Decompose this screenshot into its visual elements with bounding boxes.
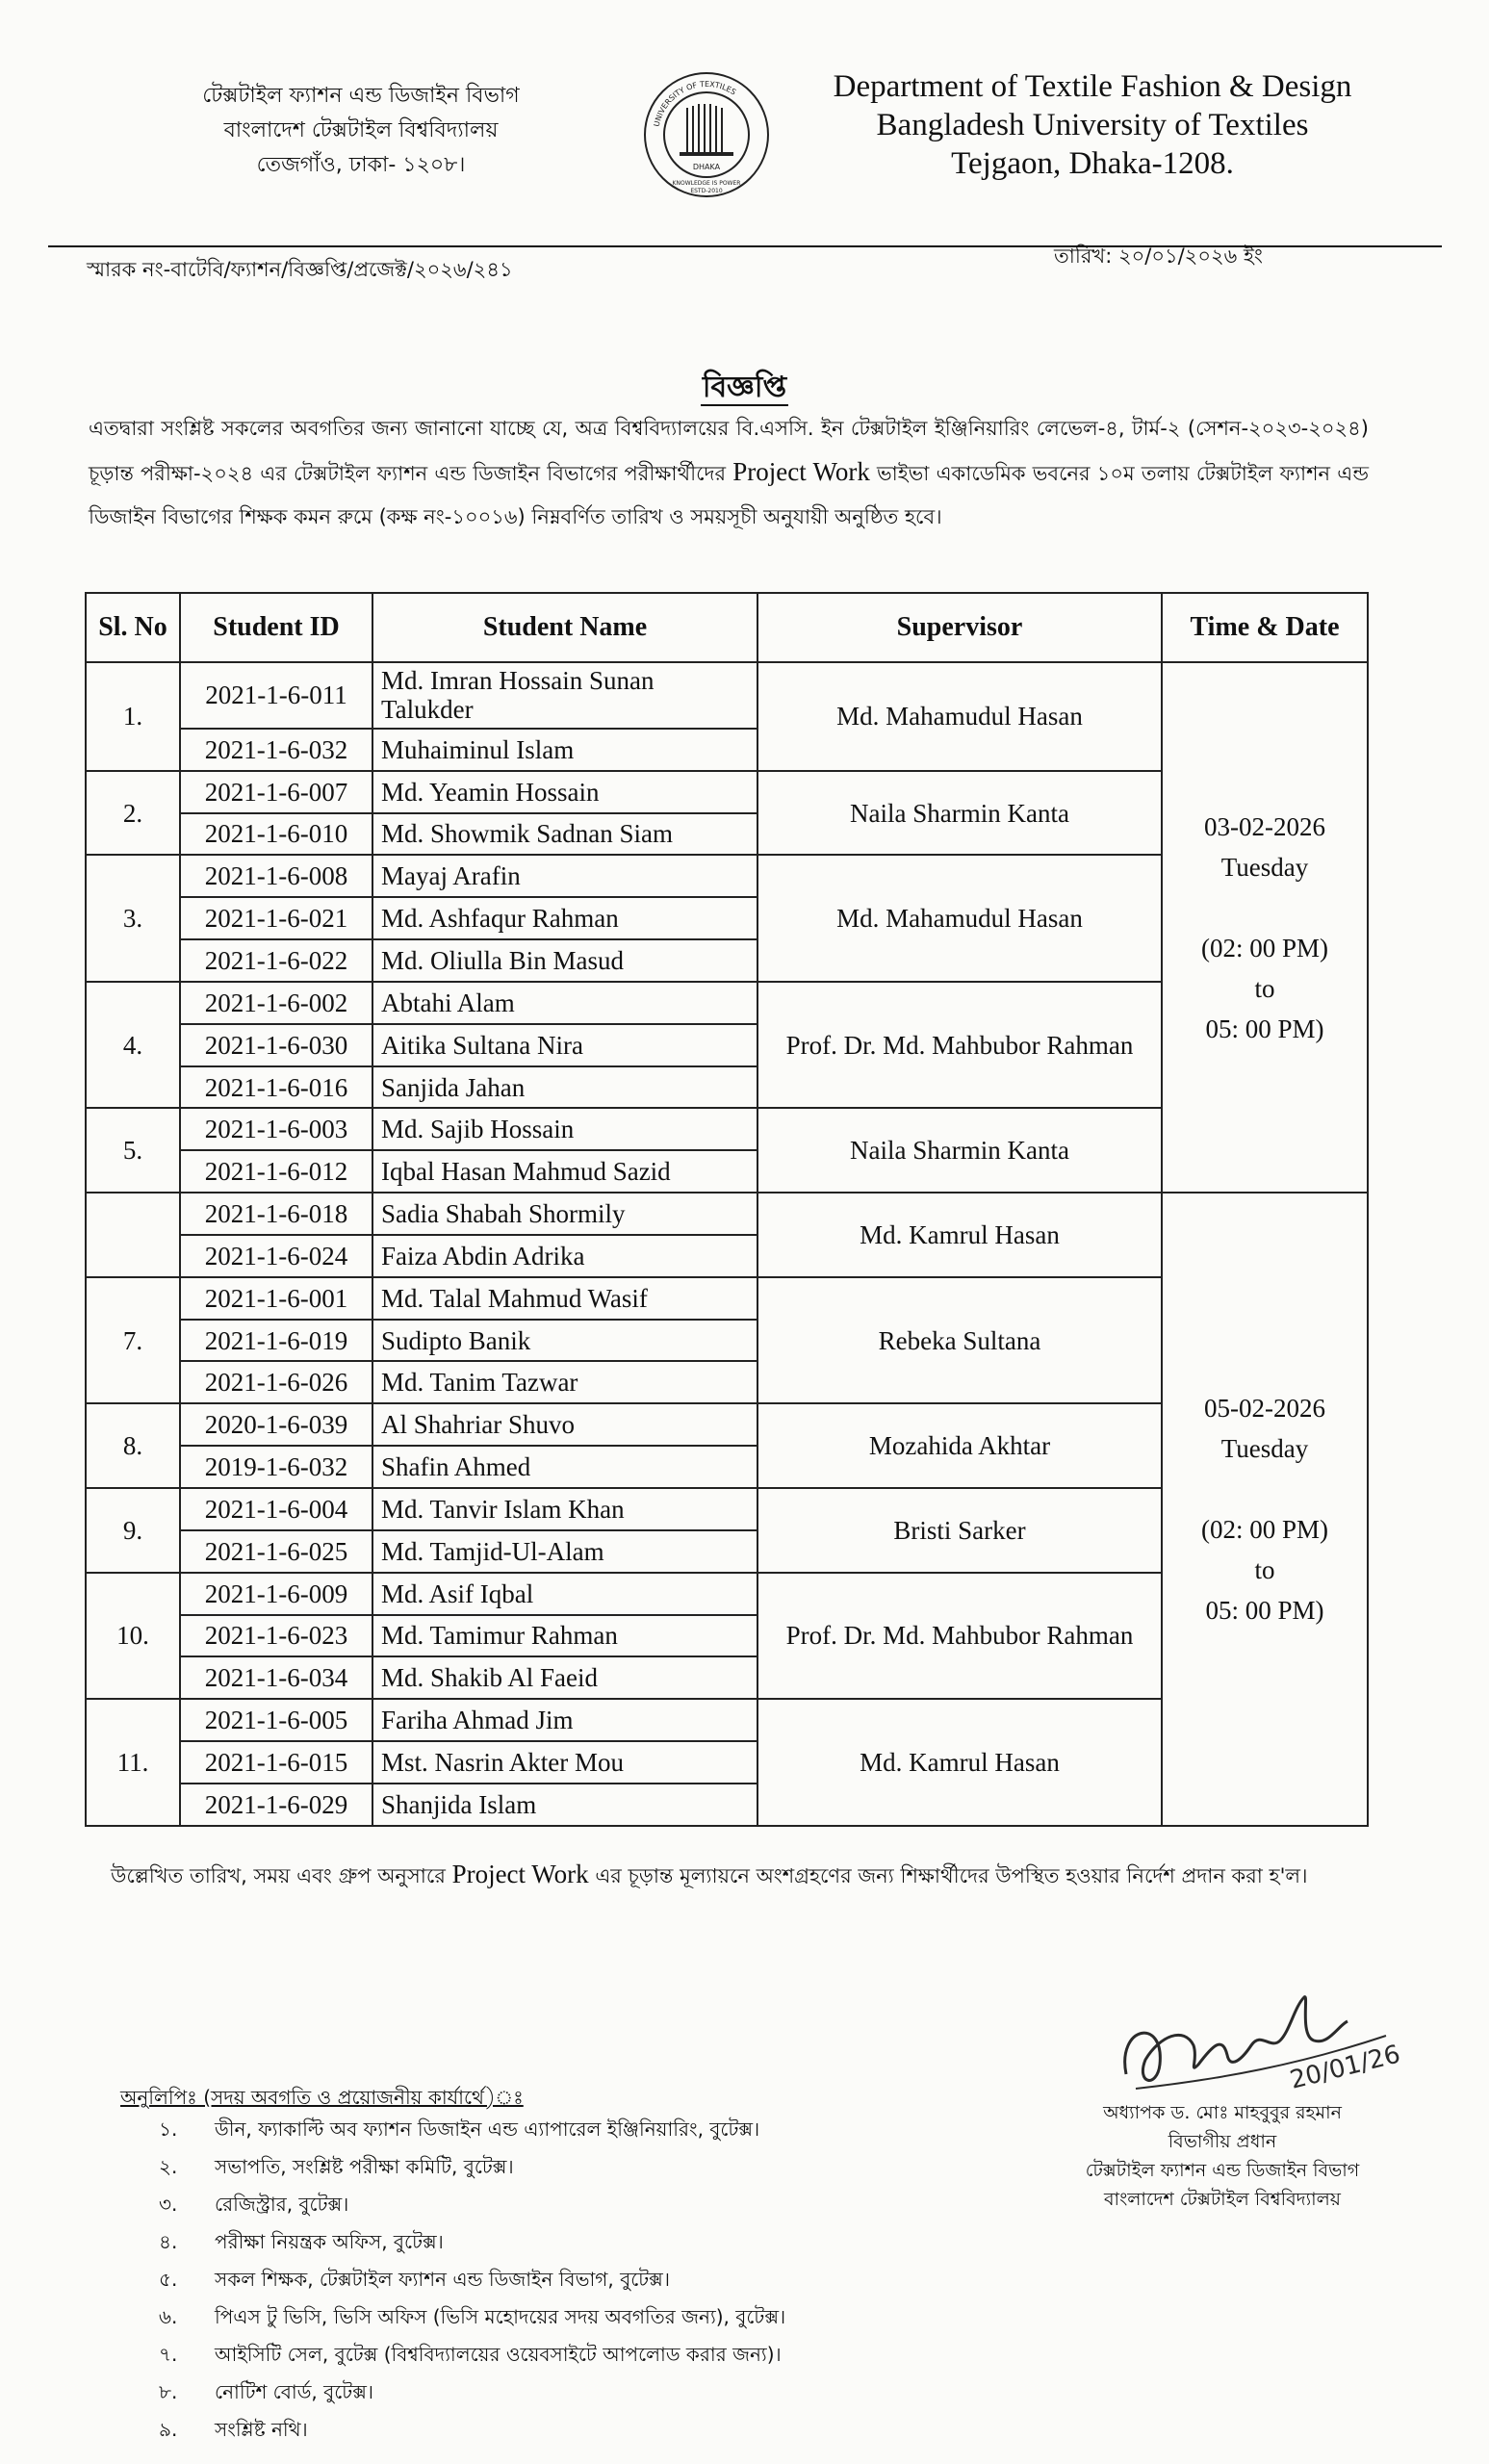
session-start: (02: 00 PM) — [1200, 933, 1328, 962]
student-id-cell: 2021-1-6-016 — [180, 1066, 372, 1109]
signatory-name: অধ্যাপক ড. মোঃ মাহবুবুর রহমান — [1103, 2102, 1342, 2123]
header-bangla — [144, 79, 578, 183]
copies-heading: অনুলিপিঃ (সদয় অবগতি ও প্রয়োজনীয় কার্যার্থে)ঃ — [120, 2086, 524, 2109]
notice-title — [0, 364, 1489, 413]
session-date: 03-02-2026 — [1204, 811, 1325, 841]
notice-intro — [89, 407, 1369, 539]
student-name-cell: Md. Tanvir Islam Khan — [372, 1488, 757, 1530]
student-id-cell: 2021-1-6-023 — [180, 1615, 372, 1657]
header-sl: Sl. No — [86, 593, 180, 662]
copy-item-number: ১. — [159, 2118, 178, 2141]
header-student-id: Student ID — [180, 593, 372, 662]
student-name-cell: Md. Oliulla Bin Masud — [372, 939, 757, 982]
dept-name-en: Department of Textile Fashion & Design — [833, 69, 1352, 104]
copy-item-text: সংশ্লিষ্ট নথি। — [215, 2418, 308, 2441]
copy-item-text: নোটিশ বোর্ড, বুটেক্স। — [215, 2380, 374, 2403]
student-id-cell: 2021-1-6-015 — [180, 1741, 372, 1784]
signature — [1107, 1968, 1405, 2113]
student-id-cell: 2021-1-6-024 — [180, 1235, 372, 1277]
supervisor-cell: Md. Mahamudul Hasan — [757, 662, 1162, 771]
sl-no-cell: 7. — [86, 1277, 180, 1404]
student-name-cell: Mst. Nasrin Akter Mou — [372, 1741, 757, 1784]
student-name-cell: Md. Imran Hossain Sunan Talukder — [372, 662, 757, 729]
copy-item-number: ৬. — [159, 2305, 178, 2328]
copies-list — [159, 2116, 785, 2453]
copy-item-number: ৭. — [159, 2343, 178, 2366]
footnote-text-2: এর চূড়ান্ত মূল্যায়নে অংশগ্রহণের জন্য শিক্ষার্থীদের উপস্থিত হওয়ার নির্দেশ প্রদান করা হ'ল। — [595, 1864, 1308, 1887]
copy-item-number: ৯. — [159, 2418, 178, 2441]
header-student-name: Student Name — [372, 593, 757, 662]
notice-title-text: বিজ্ঞপ্তি — [702, 371, 787, 404]
memo-reference: স্মারক নং-বাটেবি/ফ্যাশন/বিজ্ঞপ্তি/প্রজেক্ট/২০২৬/২৪১ — [87, 258, 513, 281]
student-name-cell: Md. Tamjid-Ul-Alam — [372, 1530, 757, 1573]
header-time-date: Time & Date — [1162, 593, 1368, 662]
copy-item-text: সভাপতি, সংশ্লিষ্ট পরীক্ষা কমিটি, বুটেক্স। — [215, 2155, 514, 2178]
table-header-row — [86, 593, 1368, 662]
student-id-cell: 2021-1-6-011 — [180, 662, 372, 729]
viva-schedule-table — [85, 592, 1369, 1827]
sl-no-cell: 10. — [86, 1573, 180, 1700]
copy-item — [159, 2191, 785, 2228]
session-time-date-cell — [1162, 1193, 1368, 1826]
student-name-cell: Sadia Shabah Shormily — [372, 1193, 757, 1235]
student-name-cell: Md. Tamimur Rahman — [372, 1615, 757, 1657]
student-id-cell: 2021-1-6-005 — [180, 1699, 372, 1741]
sl-no-cell: 8. — [86, 1403, 180, 1488]
copy-item — [159, 2153, 785, 2191]
student-id-cell: 2021-1-6-002 — [180, 982, 372, 1024]
student-id-cell: 2021-1-6-007 — [180, 771, 372, 813]
copy-item-text: পরীক্ষা নিয়ন্ত্রক অফিস, বুটেক্স। — [215, 2230, 444, 2253]
copy-item-number: ৮. — [159, 2380, 178, 2403]
student-name-cell: Aitika Sultana Nira — [372, 1024, 757, 1066]
student-id-cell: 2021-1-6-025 — [180, 1530, 372, 1573]
supervisor-cell: Naila Sharmin Kanta — [757, 771, 1162, 856]
svg-text:UNIVERSITY OF TEXTILES — [653, 80, 738, 127]
session-end: 05: 00 PM) — [1205, 1596, 1324, 1626]
sl-no-cell: 5. — [86, 1108, 180, 1193]
student-id-cell: 2021-1-6-032 — [180, 729, 372, 771]
address-en: Tejgaon, Dhaka-1208. — [951, 146, 1234, 181]
copy-item-number: ৩. — [159, 2193, 178, 2216]
signature-date: 20/01/26 — [1287, 2040, 1403, 2095]
logo-motto: KNOWLEDGE IS POWER — [672, 180, 741, 187]
header-english — [799, 67, 1386, 183]
student-name-cell: Md. Tanim Tazwar — [372, 1361, 757, 1403]
student-name-cell: Fariha Ahmad Jim — [372, 1699, 757, 1741]
student-id-cell: 2021-1-6-030 — [180, 1024, 372, 1066]
student-id-cell: 2021-1-6-029 — [180, 1784, 372, 1826]
copy-item — [159, 2228, 785, 2266]
university-name-bn: বাংলাদেশ টেক্সটাইল বিশ্ববিদ্যালয় — [223, 118, 499, 142]
student-id-cell: 2021-1-6-021 — [180, 897, 372, 939]
copy-item — [159, 2116, 785, 2153]
sl-no-cell: 3. — [86, 855, 180, 982]
supervisor-cell: Md. Kamrul Hasan — [757, 1193, 1162, 1277]
copy-item-text: সকল শিক্ষক, টেক্সটাইল ফ্যাশন এন্ড ডিজাইন বিভাগ, বুটেক্স। — [215, 2268, 671, 2291]
student-id-cell: 2021-1-6-026 — [180, 1361, 372, 1403]
student-id-cell: 2021-1-6-010 — [180, 813, 372, 856]
student-id-cell: 2021-1-6-018 — [180, 1193, 372, 1235]
copy-item — [159, 2416, 785, 2453]
student-name-cell: Md. Showmik Sadnan Siam — [372, 813, 757, 856]
copy-item-text: ডীন, ফ্যাকাল্টি অব ফ্যাশন ডিজাইন এন্ড এ্যাপারেল ইঞ্জিনিয়ারিং, বুটেক্স। — [215, 2118, 760, 2141]
intro-text-2: ভাইভা একাডেমিক ভবনের ১০ম তলায় টেক্সটাইল ফ্যাশন এন্ড ডিজাইন বিভাগের শিক্ষক কমন রুমে (কক্ষ নং-১০০১৬) নিম্নবর্ণিত তারিখ ও সময়সূচী অনুযায়ী অনুষ্ঠিত হবে। — [89, 462, 1369, 528]
session-date: 05-02-2026 — [1204, 1394, 1325, 1424]
student-name-cell: Md. Ashfaqur Rahman — [372, 897, 757, 939]
student-id-cell: 2021-1-6-001 — [180, 1277, 372, 1320]
student-id-cell: 2021-1-6-003 — [180, 1108, 372, 1150]
sl-no-cell: 1. — [86, 662, 180, 771]
table-row — [86, 662, 1368, 729]
sl-no-cell: 2. — [86, 771, 180, 856]
supervisor-cell: Rebeka Sultana — [757, 1277, 1162, 1404]
student-id-cell: 2020-1-6-039 — [180, 1403, 372, 1446]
footnote — [111, 1853, 1362, 1897]
logo-city: DHAKA — [692, 163, 721, 171]
student-id-cell: 2019-1-6-032 — [180, 1446, 372, 1488]
session-time-date-cell — [1162, 662, 1368, 1193]
sl-no-cell: 4. — [86, 982, 180, 1109]
intro-text-1: এতদ্বারা সংশ্লিষ্ট সকলের অবগতির জন্য জানানো যাচ্ছে যে, অত্র বিশ্ববিদ্যালয়ের বি.এসসি. ইন টেক্সটাইল ইঞ্জিনিয়ারিং লেভেল-৪, টার্ম-২ (সেশন-২০২৩-২০২৪) চূড়ান্ত পরীক্ষা-২০২৪ এর টেক্সটাইল ফ্যাশন এন্ড ডিজাইন বিভাগের পরীক্ষার্থীদের — [89, 417, 1369, 485]
address-bn: তেজগাঁও, ঢাকা- ১২০৮। — [256, 153, 466, 177]
copy-item — [159, 2303, 785, 2341]
university-name-en: Bangladesh University of Textiles — [876, 108, 1309, 142]
copy-item-number: ২. — [159, 2155, 178, 2178]
table-row — [86, 1193, 1368, 1235]
footnote-text-1: উল্লেখিত তারিখ, সময় এবং গ্রুপ অনুসারে — [111, 1864, 446, 1887]
student-id-cell: 2021-1-6-009 — [180, 1573, 372, 1615]
session-to: to — [1254, 973, 1275, 1003]
student-id-cell: 2021-1-6-004 — [180, 1488, 372, 1530]
student-name-cell: Sudipto Banik — [372, 1320, 757, 1362]
supervisor-cell: Bristi Sarker — [757, 1488, 1162, 1573]
supervisor-cell: Md. Mahamudul Hasan — [757, 855, 1162, 982]
student-name-cell: Abtahi Alam — [372, 982, 757, 1024]
student-name-cell: Mayaj Arafin — [372, 855, 757, 897]
session-day: Tuesday — [1220, 852, 1309, 882]
student-name-cell: Md. Talal Mahmud Wasif — [372, 1277, 757, 1320]
student-name-cell: Md. Yeamin Hossain — [372, 771, 757, 813]
session-start: (02: 00 PM) — [1200, 1515, 1328, 1545]
student-name-cell: Md. Asif Iqbal — [372, 1573, 757, 1615]
student-name-cell: Muhaiminul Islam — [372, 729, 757, 771]
memo-date: তারিখ: ২০/০১/২০২৬ ইং — [1054, 244, 1263, 268]
copy-item-number: ৫. — [159, 2268, 178, 2291]
copy-item-text: পিএস টু ভিসি, ভিসি অফিস (ভিসি মহোদয়ের সদয় অবগতির জন্য), বুটেক্স। — [215, 2305, 786, 2328]
copy-item — [159, 2266, 785, 2303]
sl-no-cell: 11. — [86, 1699, 180, 1826]
copy-item-number: ৪. — [159, 2230, 178, 2253]
dept-name-bn: টেক্সটাইল ফ্যাশন এন্ড ডিজাইন বিভাগ — [202, 84, 520, 108]
sl-no-cell: 9. — [86, 1488, 180, 1573]
student-name-cell: Md. Shakib Al Faeid — [372, 1656, 757, 1699]
copy-item — [159, 2341, 785, 2378]
supervisor-cell: Prof. Dr. Md. Mahbubor Rahman — [757, 982, 1162, 1109]
footnote-project-work: Project Work — [451, 1860, 589, 1888]
student-id-cell: 2021-1-6-019 — [180, 1320, 372, 1362]
signatory-dept: টেক্সটাইল ফ্যাশন এন্ড ডিজাইন বিভাগ — [1085, 2160, 1360, 2181]
signatory-block — [1020, 2098, 1425, 2214]
session-day: Tuesday — [1220, 1434, 1309, 1464]
student-name-cell: Shanjida Islam — [372, 1784, 757, 1826]
supervisor-cell: Prof. Dr. Md. Mahbubor Rahman — [757, 1573, 1162, 1700]
supervisor-cell: Naila Sharmin Kanta — [757, 1108, 1162, 1193]
copy-item-text: রেজিস্ট্রার, বুটেক্স। — [215, 2193, 349, 2216]
sl-no-cell — [86, 1193, 180, 1277]
student-name-cell: Iqbal Hasan Mahmud Sazid — [372, 1150, 757, 1193]
table-body — [86, 662, 1368, 1826]
signatory-university: বাংলাদেশ টেক্সটাইল বিশ্ববিদ্যালয় — [1103, 2189, 1341, 2210]
student-id-cell: 2021-1-6-022 — [180, 939, 372, 982]
student-name-cell: Sanjida Jahan — [372, 1066, 757, 1109]
student-id-cell: 2021-1-6-008 — [180, 855, 372, 897]
session-end: 05: 00 PM) — [1205, 1014, 1324, 1043]
student-id-cell: 2021-1-6-034 — [180, 1656, 372, 1699]
signatory-title: বিভাগীয় প্রধান — [1168, 2131, 1277, 2152]
student-name-cell: Al Shahriar Shuvo — [372, 1403, 757, 1446]
supervisor-cell: Mozahida Akhtar — [757, 1403, 1162, 1488]
student-id-cell: 2021-1-6-012 — [180, 1150, 372, 1193]
intro-project-work: Project Work — [732, 457, 870, 486]
student-name-cell: Shafin Ahmed — [372, 1446, 757, 1488]
copy-item-text: আইসিটি সেল, বুটেক্স (বিশ্ববিদ্যালয়ের ওয়েবসাইটে আপলোড করার জন্য)। — [215, 2343, 782, 2366]
session-to: to — [1254, 1555, 1275, 1585]
student-name-cell: Md. Sajib Hossain — [372, 1108, 757, 1150]
logo-arc-text: UNIVERSITY OF TEXTILES — [652, 79, 738, 128]
supervisor-cell: Md. Kamrul Hasan — [757, 1699, 1162, 1826]
logo-estd: ESTD-2010 — [690, 188, 723, 194]
header-supervisor: Supervisor — [757, 593, 1162, 662]
copy-item — [159, 2378, 785, 2416]
student-name-cell: Faiza Abdin Adrika — [372, 1235, 757, 1277]
university-logo — [641, 69, 772, 200]
